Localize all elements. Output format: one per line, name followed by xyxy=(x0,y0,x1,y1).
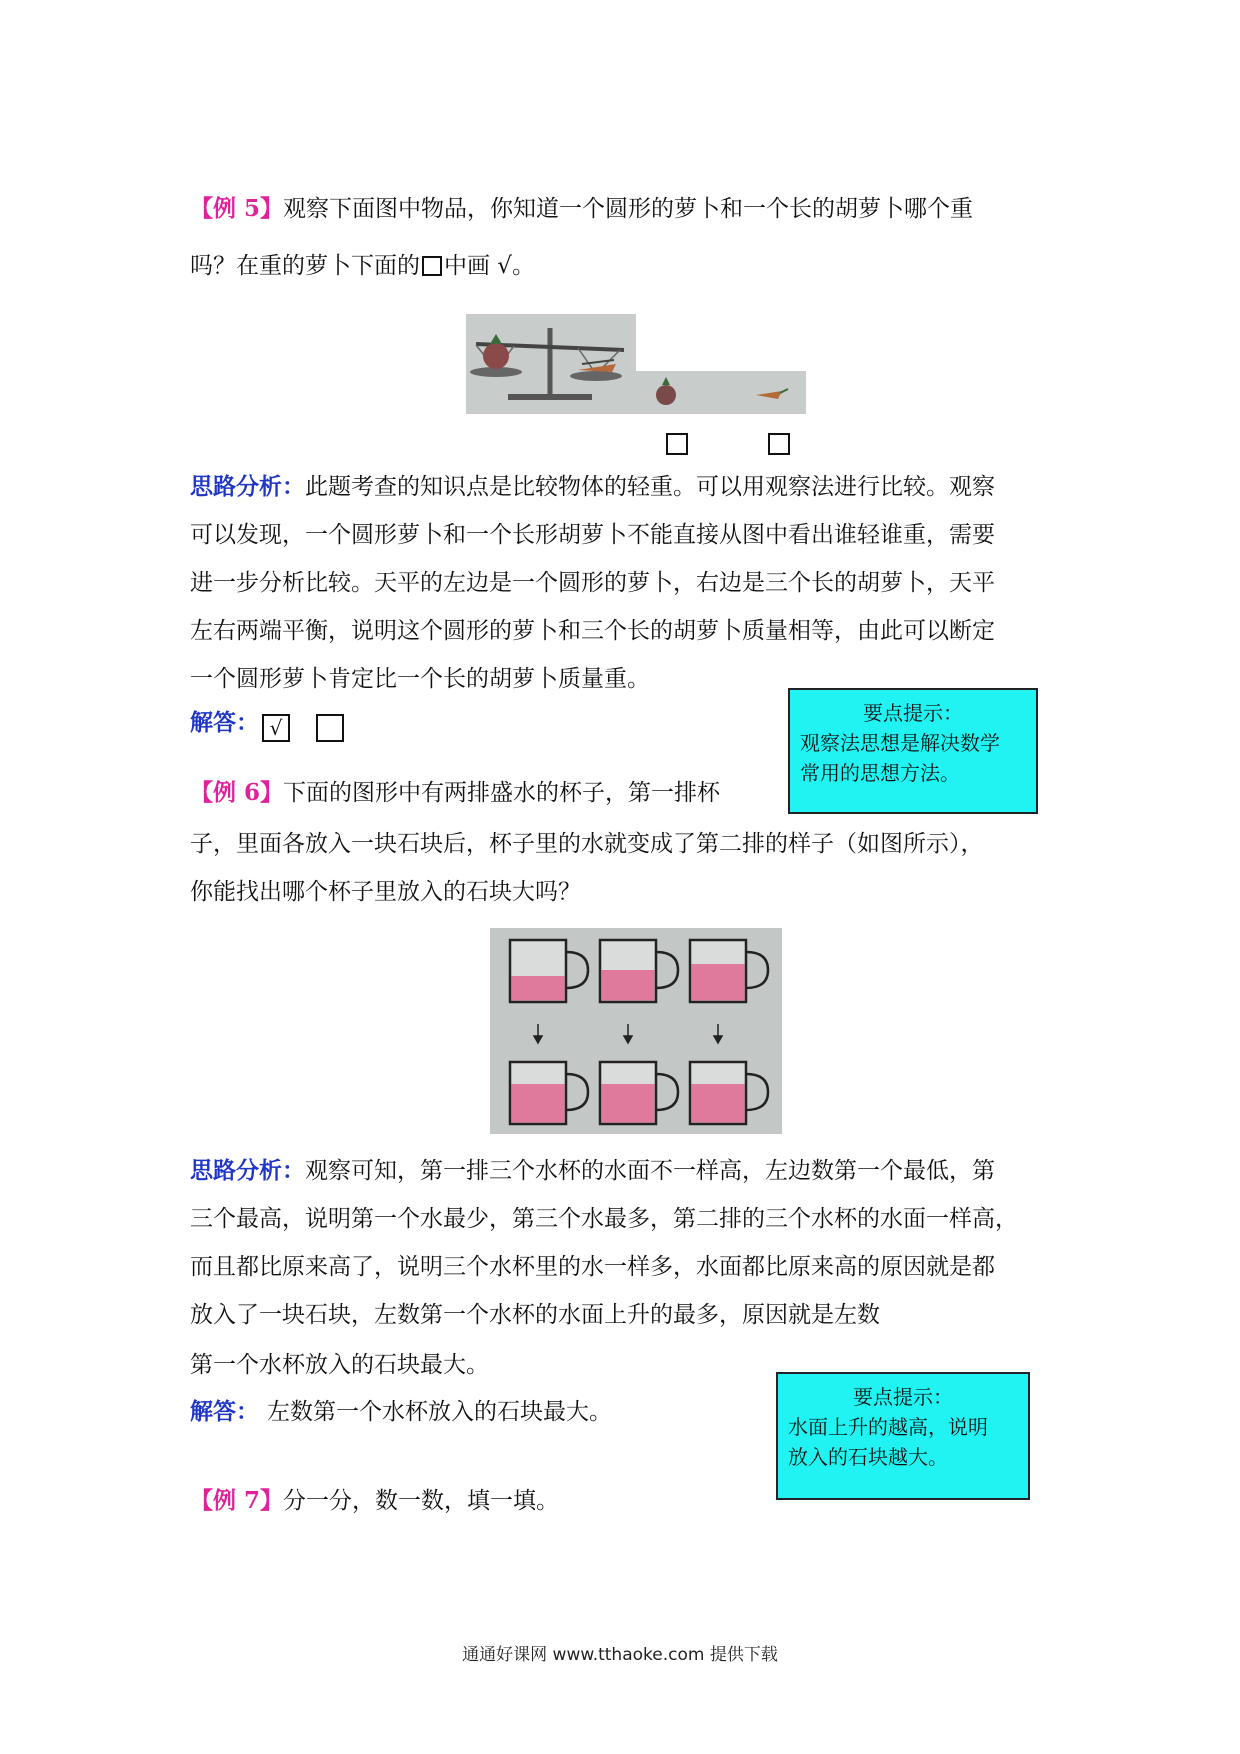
ex5-text-1: 观察下面图中物品，你知道一个圆形的萝卜和一个长的胡萝卜哪个重 xyxy=(283,196,974,222)
ex6-analysis-line-4: 放入了一块石块，左数第一个水杯的水面上升的最多，原因就是左数 xyxy=(190,1302,880,1328)
answer-label: 解答： xyxy=(190,1398,259,1425)
tip-box-2 xyxy=(776,1372,1030,1500)
ex5-text-2a: 吗？在重的萝卜下面的 xyxy=(190,253,420,279)
ex7-text: 分一分，数一数，填一填。 xyxy=(283,1488,560,1514)
ex5-line1 xyxy=(190,194,973,224)
analysis-label: 思路分析： xyxy=(190,473,305,500)
ex5-analysis-line-1 xyxy=(190,472,995,502)
ex6-text-1: 下面的图形中有两排盛水的杯子，第一排杯 xyxy=(283,780,721,806)
answer-box-empty xyxy=(316,714,344,742)
tip-line: 常用的思想方法。 xyxy=(800,761,960,785)
answer-label: 解答： xyxy=(190,709,259,736)
ex6-analysis-line-3: 而且都比原来高了，说明三个水杯里的水一样多，水面都比原来高的原因就是都 xyxy=(190,1254,995,1280)
answer-box-carrot[interactable] xyxy=(768,433,790,455)
analysis-label: 思路分析： xyxy=(190,1157,305,1184)
ex5-answer-label xyxy=(190,708,259,738)
ex5-analysis-line-2: 可以发现，一个圆形萝卜和一个长形胡萝卜不能直接从图中看出谁轻谁重，需要 xyxy=(190,522,995,548)
tip-line: 观察法思想是解决数学 xyxy=(800,731,1000,755)
ex6-label: 【例 6】 xyxy=(190,779,284,806)
ex7-line xyxy=(190,1486,559,1516)
ex5-analysis-line-3: 进一步分析比较。天平的左边是一个圆形的萝卜，右边是三个长的胡萝卜，天平 xyxy=(190,570,995,596)
tip-line: 放入的石块越大。 xyxy=(788,1445,948,1469)
ex7-label: 【例 7】 xyxy=(190,1487,284,1514)
ex6-answer-line xyxy=(190,1397,612,1427)
tip-title: 要点提示： xyxy=(863,701,963,725)
ex6-line3: 你能找出哪个杯子里放入的石块大吗？ xyxy=(190,879,581,905)
answer-box-checked xyxy=(262,714,290,742)
water-cups-image xyxy=(490,928,782,1134)
radish-carrot-image xyxy=(636,371,806,414)
page-footer: 通通好课网 www.tthaoke.com 提供下载 xyxy=(462,1645,778,1665)
ex6-analysis-line-2: 三个最高，说明第一个水最少，第三个水最多，第二排的三个水杯的水面一样高， xyxy=(190,1206,1018,1232)
ex5-label: 【例 5】 xyxy=(190,195,284,222)
ex6-line2: 子，里面各放入一块石块后，杯子里的水就变成了第二排的样子（如图所示）， xyxy=(190,831,984,857)
ex6-line1 xyxy=(190,778,720,808)
tip-title: 要点提示： xyxy=(853,1385,953,1409)
ex5-analysis-line-5: 一个圆形萝卜肯定比一个长的胡萝卜质量重。 xyxy=(190,666,650,692)
balance-scale-image xyxy=(466,314,636,414)
ex5-text-2b: 中画 √。 xyxy=(444,253,535,279)
tip-line: 水面上升的越高，说明 xyxy=(788,1415,988,1439)
ex6-analysis-line-5: 第一个水杯放入的石块最大。 xyxy=(190,1352,489,1378)
ex5-line2 xyxy=(190,251,535,281)
ex6-answer-text: 左数第一个水杯放入的石块最大。 xyxy=(267,1399,612,1425)
checkbox-square-icon xyxy=(422,256,442,276)
ex6-analysis-line-1 xyxy=(190,1156,995,1186)
tip-box-1 xyxy=(788,688,1038,814)
answer-box-round-radish[interactable] xyxy=(666,433,688,455)
ex5-analysis-line-4: 左右两端平衡，说明这个圆形的萝卜和三个长的胡萝卜质量相等，由此可以断定 xyxy=(190,618,995,644)
analysis-text: 此题考查的知识点是比较物体的轻重。可以用观察法进行比较。观察 xyxy=(305,474,995,500)
check-mark: √ xyxy=(269,716,283,740)
analysis-text: 观察可知，第一排三个水杯的水面不一样高，左边数第一个最低，第 xyxy=(305,1158,995,1184)
